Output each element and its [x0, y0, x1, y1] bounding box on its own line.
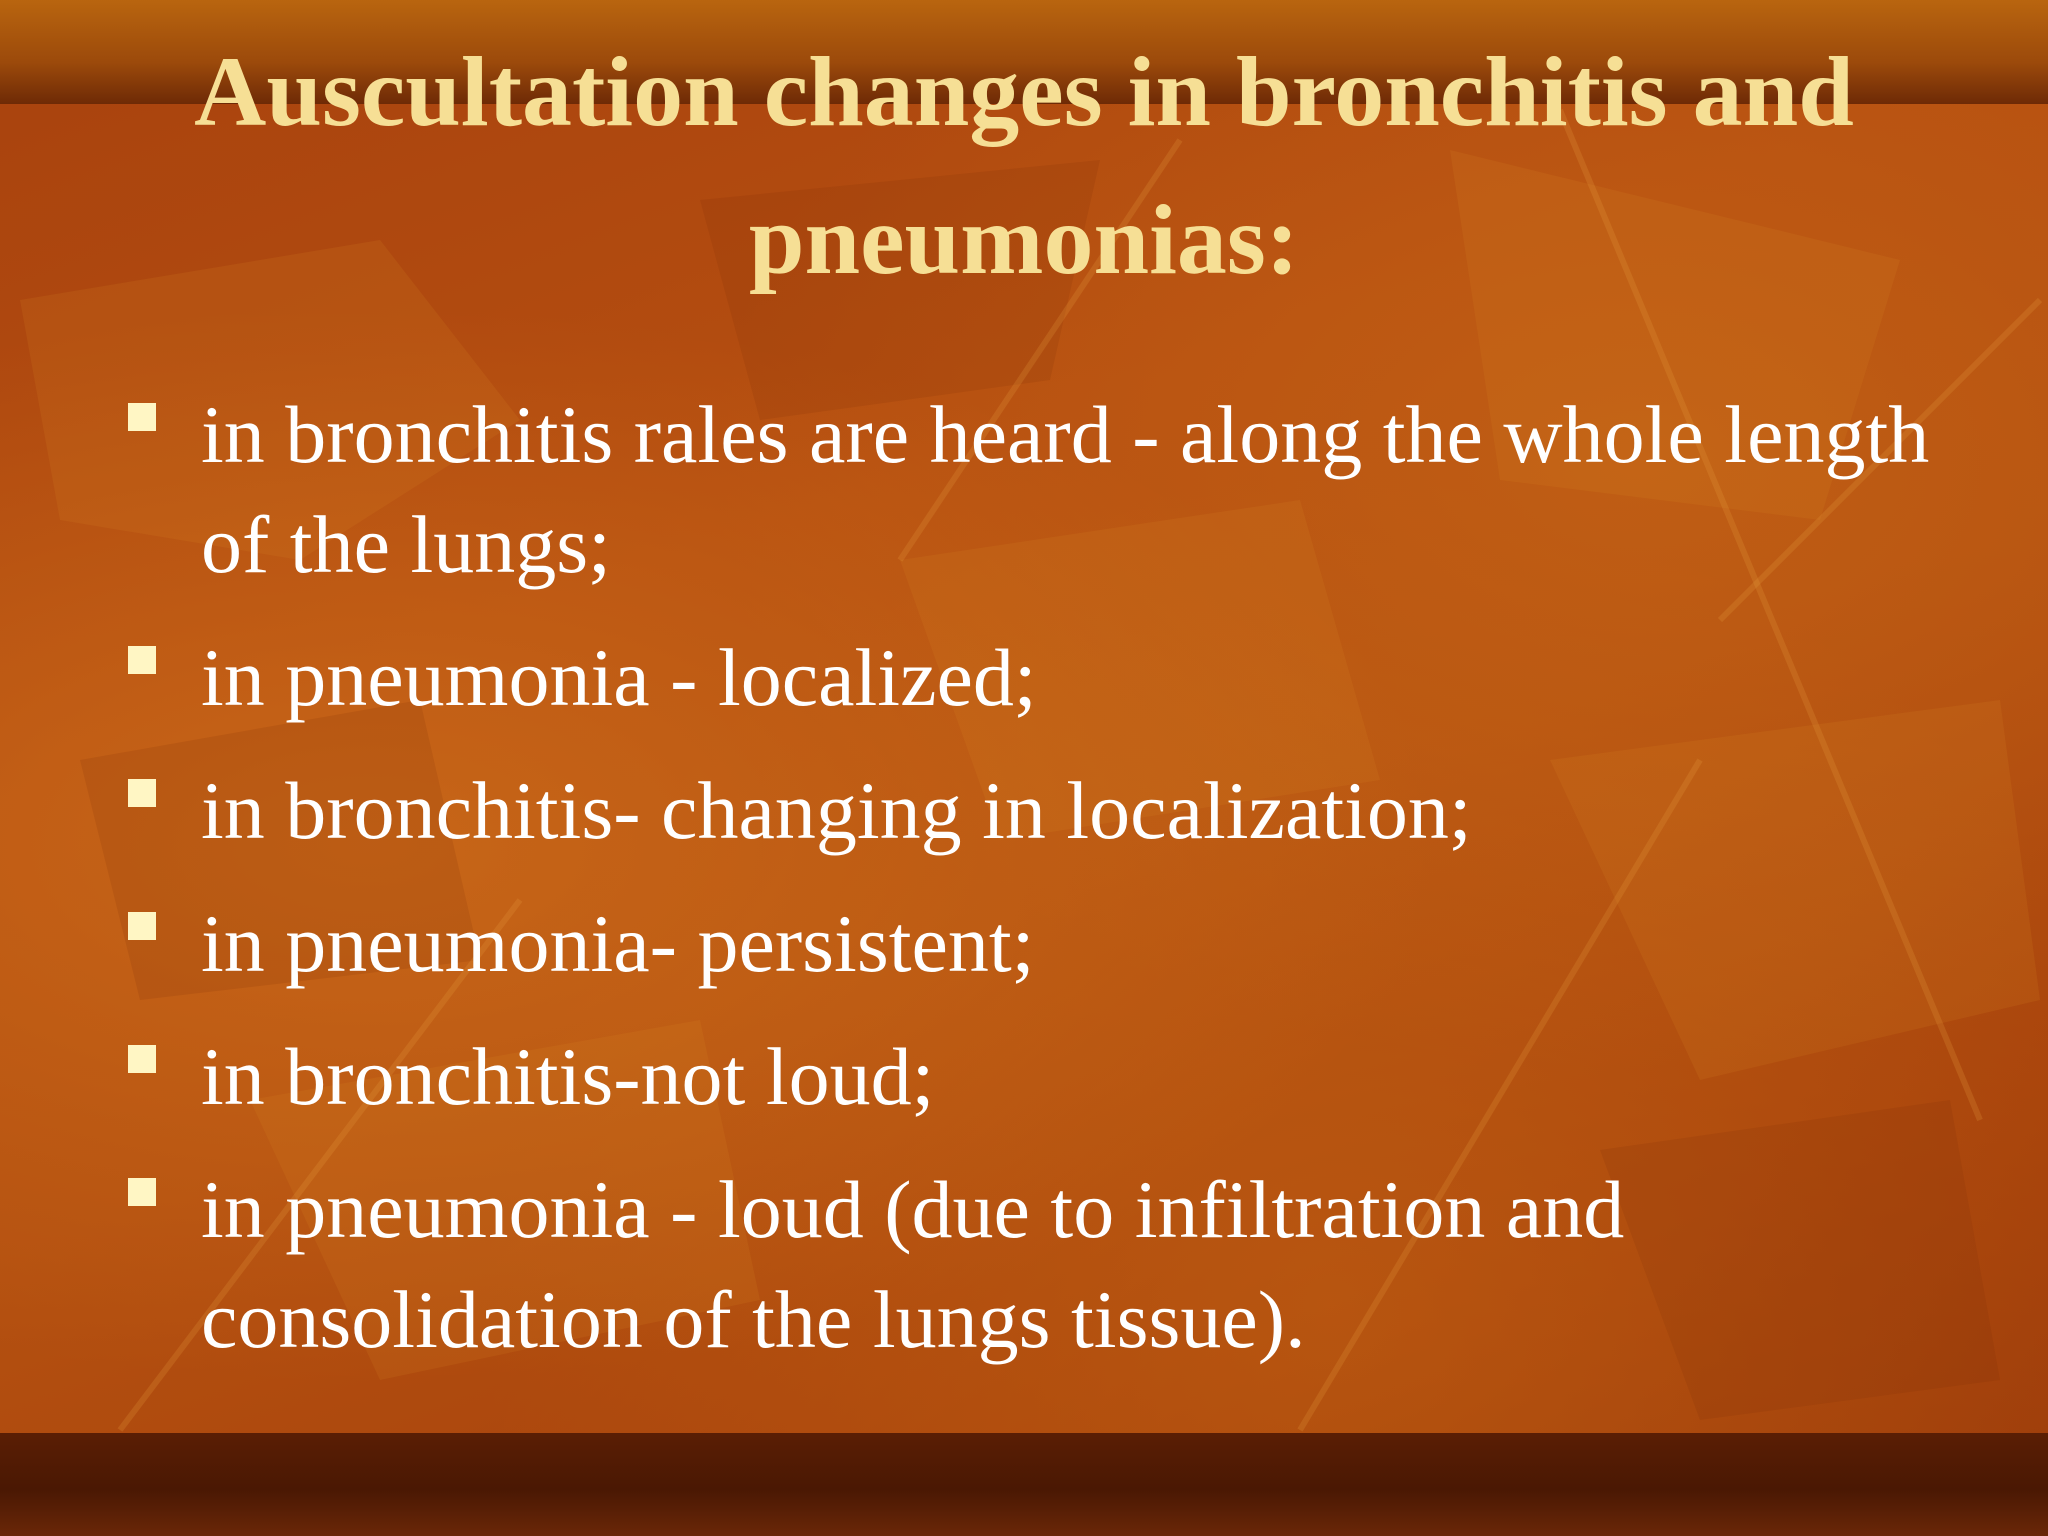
bullet-text: in pneumonia - localized; — [201, 632, 1037, 723]
bullet-item — [125, 889, 1965, 999]
slide-title: Auscultation changes in bronchitis and pneumonias: — [194, 36, 1854, 295]
bullet-item — [125, 623, 1965, 733]
square-bullet-icon — [128, 779, 156, 807]
bottom-band — [0, 1433, 2048, 1536]
bullet-item — [125, 1155, 1965, 1375]
square-bullet-icon — [128, 1178, 156, 1206]
bullet-text: in pneumonia- persistent; — [201, 898, 1035, 989]
bullet-item — [125, 1022, 1965, 1132]
square-bullet-icon — [128, 646, 156, 674]
bullet-item — [125, 380, 1965, 600]
square-bullet-icon — [128, 403, 156, 431]
square-bullet-icon — [128, 912, 156, 940]
square-bullet-icon — [128, 1045, 156, 1073]
bullet-item — [125, 756, 1965, 866]
bullet-text: in pneumonia - loud (due to infiltration and consolidation of the lungs tissue). — [201, 1164, 1625, 1365]
bullet-text: in bronchitis-not loud; — [201, 1031, 935, 1122]
bullet-text: in bronchitis- changing in localization; — [201, 765, 1472, 856]
bullet-text: in bronchitis rales are heard - along the whole length of the lungs; — [201, 389, 1930, 590]
bullet-list — [125, 380, 1965, 1398]
